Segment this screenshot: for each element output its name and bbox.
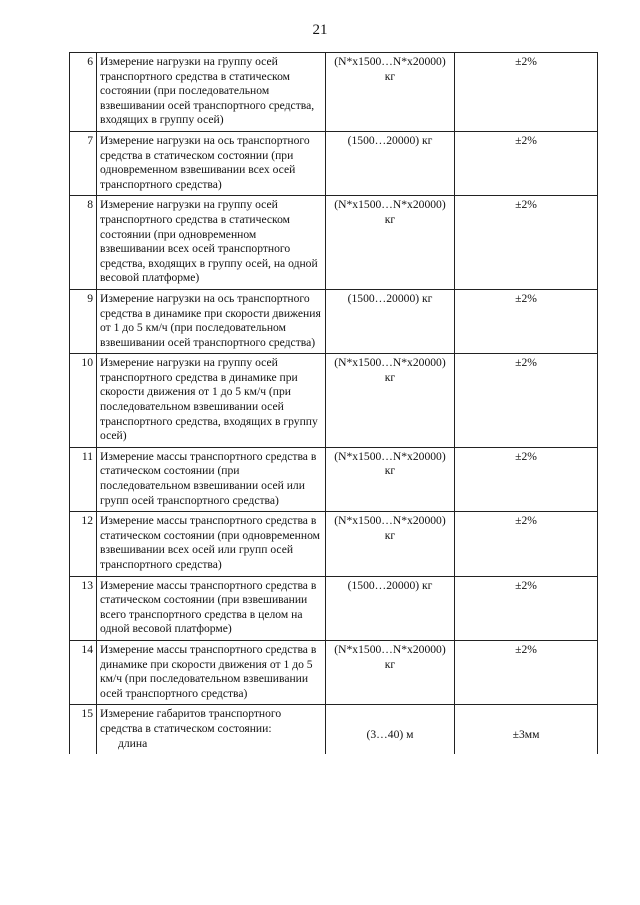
table-row [70, 576, 598, 640]
measurement-name: Измерение массы транспортного средства в динамике при скорости движения от 1 до 5 км/ч (при последовательном взвешивании осей транспортного средства) [97, 640, 326, 704]
table-row [70, 705, 598, 754]
table-row [70, 131, 598, 195]
table-row [70, 289, 598, 353]
measurement-error: ±2% [455, 512, 598, 576]
measurement-range: (1500…20000) кг [326, 289, 455, 353]
measurement-name: Измерение нагрузки на группу осей транспортного средства в статическом состоянии (при одновременном взвешивании всех осей транспортного средства, входящих в группу осей, на одной весовой платформе) [97, 196, 326, 290]
row-number: 9 [70, 289, 97, 353]
table-row [70, 640, 598, 704]
row-number: 15 [70, 705, 97, 754]
table-row [70, 447, 598, 511]
measurement-name: Измерение нагрузки на ось транспортного средства в статическом состоянии (при одновременном взвешивании всех осей транспортного средства) [97, 131, 326, 195]
measurement-name: Измерение массы транспортного средства в статическом состоянии (при взвешивании всего транспортного средства в целом на одной весовой платформе) [97, 576, 326, 640]
measurement-name: Измерение нагрузки на группу осей транспортного средства в динамике при скорости движения от 1 до 5 км/ч (при последовательном взвешивании осей транспортного средства, входящих в группу осей) [97, 354, 326, 448]
measurement-error [455, 705, 598, 754]
measurement-range: (N*x1500…N*x20000) кг [326, 196, 455, 290]
measurement-range: (N*x1500…N*x20000) кг [326, 512, 455, 576]
measurement-name: Измерение нагрузки на ось транспортного средства в динамике при скорости движения от 1 до 5 км/ч (при последовательном взвешивании осей транспортного средства) [97, 289, 326, 353]
measurement-name: Измерение массы транспортного средства в статическом состоянии (при одновременном взвешивании всех осей или групп осей транспортного средства) [97, 512, 326, 576]
measurement-name [97, 705, 326, 754]
measurement-range: (N*x1500…N*x20000) кг [326, 354, 455, 448]
table-row [70, 512, 598, 576]
measurement-error: ±2% [455, 196, 598, 290]
measurement-range-text: (3…40) м [366, 728, 414, 742]
table-row [70, 53, 598, 132]
row-number: 10 [70, 354, 97, 448]
row-number: 6 [70, 53, 97, 132]
measurement-range: (1500…20000) кг [326, 131, 455, 195]
measurement-error: ±2% [455, 354, 598, 448]
measurement-name-text: Измерение габаритов транспортного средства в статическом состоянии: [100, 707, 282, 735]
measurement-range: (1500…20000) кг [326, 576, 455, 640]
measurement-range: (N*x1500…N*x20000) кг [326, 640, 455, 704]
measurement-error: ±2% [455, 447, 598, 511]
measurement-error: ±2% [455, 131, 598, 195]
measurement-error-text: ±3мм [512, 728, 540, 742]
page-number: 21 [312, 22, 328, 38]
measurement-table [69, 52, 598, 754]
row-number: 11 [70, 447, 97, 511]
measurement-sub-label: длина [118, 736, 148, 750]
row-number: 14 [70, 640, 97, 704]
measurement-error: ±2% [455, 289, 598, 353]
measurement-error: ±2% [455, 640, 598, 704]
row-number: 12 [70, 512, 97, 576]
measurement-range [326, 705, 455, 754]
measurement-range: (N*x1500…N*x20000) кг [326, 53, 455, 132]
table-row [70, 354, 598, 448]
row-number: 7 [70, 131, 97, 195]
measurement-name: Измерение массы транспортного средства в статическом состоянии (при последовательном взвешивании осей или групп осей транспортного средства) [97, 447, 326, 511]
row-number: 8 [70, 196, 97, 290]
table-row [70, 196, 598, 290]
measurement-error: ±2% [455, 576, 598, 640]
measurement-error: ±2% [455, 53, 598, 132]
measurement-range: (N*x1500…N*x20000) кг [326, 447, 455, 511]
measurement-name: Измерение нагрузки на группу осей транспортного средства в статическом состоянии (при последовательном взвешивании осей транспортного средства, входящих в группу осей) [97, 53, 326, 132]
row-number: 13 [70, 576, 97, 640]
